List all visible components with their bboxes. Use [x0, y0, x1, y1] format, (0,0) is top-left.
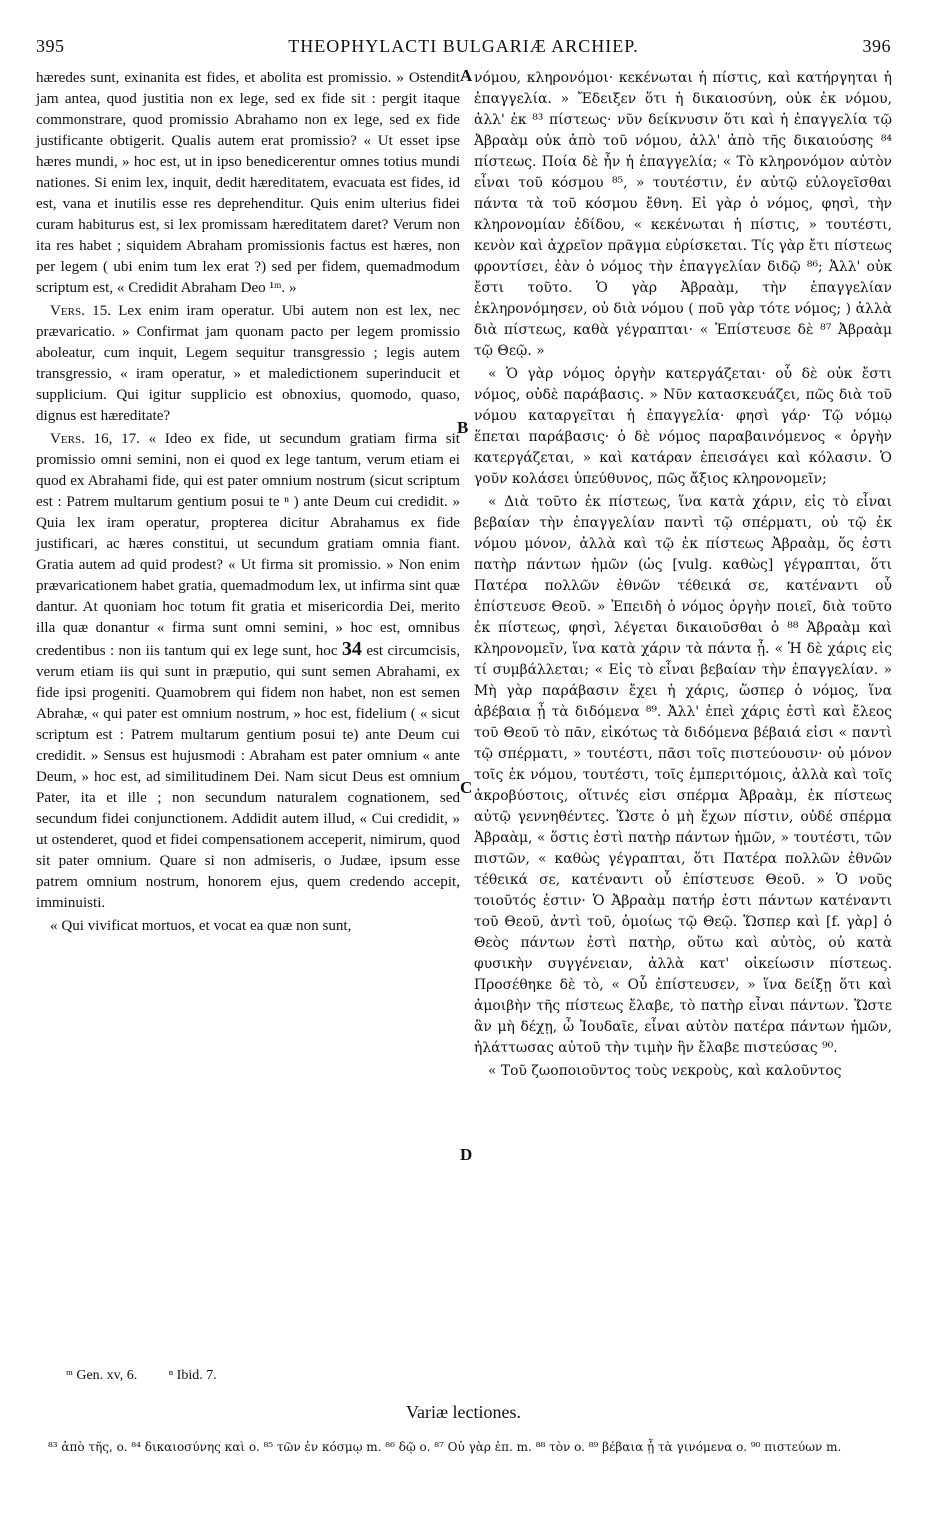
- greek-paragraph-4: « Τοῦ ζωοποιοῦντος τοὺς νεκροὺς, καὶ καλοῦντος: [488, 1063, 842, 1079]
- latin-paragraph-2-text: Lex enim iram operatur. Ubi autem non est lex, nec prævaricatio. » Confirmat jam quonam pacto per legem promissio aboleatur, cum inquit, Legem sequitur transgressio ; legis autem transgressio, « iram operatur, » et maledictionem superinducit et supplicium. Qui igitur supplicio est obnoxius, quomodo, quaso, dignus est hæreditate?: [36, 303, 460, 424]
- verse-label: Vers. 16, 17.: [50, 431, 140, 447]
- margin-letter-d: D: [460, 1145, 473, 1164]
- margin-letter-b: B: [457, 418, 469, 437]
- verse-label: Vers. 15.: [50, 303, 111, 319]
- running-header: [36, 36, 891, 60]
- greek-paragraph-3: « Διὰ τοῦτο ἐκ πίστεως, ἵνα κατὰ χάριν, εἰς τὸ εἶναι βεβαίαν τὴν ἐπαγγελίαν παντὶ τῷ σπέρματι, οὐ τῷ ἐκ νόμου μόνον, ἀλλὰ καὶ τῷ ἐκ πίστεως Ἀβραὰμ, ὅς ἐστι πατὴρ πάντων ἡμῶν (ὡς [vulg. καθὼς] γέγραπται, ὅτι Πατέρα πολλῶν ἐθνῶν τέθεικά σε, κατέναντι οὗ ἐπίστευσε Θεοῦ. » Ἐπειδὴ ὁ νόμος ὀργὴν ποιεῖ, διὰ τοῦτο ἐκ πίστεως, φησὶ, λέγεται δικαιοῦσθαι ὁ ⁸⁸ Ἀβραὰμ καὶ κληρονομεῖν, ἵνα κατὰ χάριν τὰ πάντα ᾖ. « Ἡ δὲ χάρις εἰς τί συμβάλλεται; « Εἰς τὸ εἶναι βεβαίαν τὴν ἐπαγγελίαν. » Μὴ γὰρ παράβασιν ἔχει ἡ χάρις, ὥσπερ ὁ νόμος, ἵνα ἀβέβαια ᾖ τὰ διδόμενα ⁸⁹. Ἀλλ' ἐπεὶ χάρις ἐστὶ καὶ ἔλεος τοῦ Θεοῦ τὸ πᾶν, εἰκότως τὰ διδόμενα βέβαιά εἰσι « παντὶ τῷ σπέρματι, » τουτέστι, πᾶσι τοῖς πιστεύουσιν· οὐ μόνον τοῖς ἐκ νόμου, τουτέστι, τοῖς ἐμπεριτόμοις, ἀλλὰ καὶ τοῖς ἀκροβύστοις, οἵτινές εἰσι σπέρμα Ἀβραὰμ, ἐκ πίστεως αὐτῷ γεννηθέντες. Ὥστε ὁ μὴ ἔχων πίστιν, οὐδέ σπέρμα Ἀβραὰμ, « ὅστις ἐστὶ πατὴρ πάντων ἡμῶν, » τουτέστι, τῶν πιστῶν, « καθὼς γέγραπται, ὅτι Πατέρα πολλῶν ἐθνῶν τέθεικά σε, κατέναντι οὗ ἐπίστευσε Θεοῦ. » Ὁ νοῦς τοιοῦτός ἐστιν· Ὁ Ἀβραὰμ πατήρ ἐστι πάντων κατέναντι τοῦ Θεοῦ, ἀντὶ τοῦ, ὁμοίως τῷ Θεῷ. Ὥσπερ καὶ [f. γὰρ] ὁ Θεὸς πάντων ἐστὶ πατὴρ, οὕτω καὶ αὐτὸς, οὐ κατὰ φυσικὴν συγγένειαν, ἀλλὰ κατ' οἰκείωσιν πίστεως. Προσέθηκε δὲ τὸ, « Οὗ ἐπίστευσεν, » ἵνα δείξῃ ὅτι καὶ ἀμοιβὴν τῆς πίστεως ἔλαβε, τὸ πατὴρ εἶναι πάντων. Ὥστε ἂν μὴ δέχῃ, ὦ Ἰουδαῖε, εἶναι αὐτὸν πατέρα πάντων ἡμῶν, ἠλάττωσας αὐτοῦ τὴν τιμὴν ἣν ἔλαβε πιστεύσας ⁹⁰.: [474, 494, 892, 1056]
- column-marker: 34: [341, 638, 362, 660]
- variae-heading: Variæ lectiones.: [406, 1402, 521, 1422]
- footnotes: [66, 1368, 245, 1384]
- latin-paragraph-3-text-b: est circumcisis, verum etiam iis qui sunt in præputio, qui sunt semen Abrahami, ex fide ipsi progeniti. Quamobrem qui fidem non habet, non est semen Abrahæ, « qui pater est omnium nostrum, » hoc est, fidelium ( « sicut scriptum est : Patrem multarum gentium posui te) ante Deum cui credidit. » Sensus est hujusmodi : Abraham est pater omnium « ante Deum, » hoc est, ad similitudinem Dei. Nam sicut Deus est omnium Pater, ita et ille ; non secundum naturalem cognationem, sed secundum fidei conjunctionem. Addidit autem illud, « Cui credidit, » ut ostenderet, quod et fidei compensationem acceperit, nimirum, quod sit pater omnium. Quare si non admiseris, o Judæe, ipsum esse patrem omnium nostrum, honorem ejus, quem credendo accepit, imminuisti.: [36, 643, 460, 911]
- latin-column: [36, 68, 460, 937]
- page-number-right: 396: [862, 36, 891, 56]
- greek-column: [474, 68, 892, 1082]
- latin-paragraph-3: [36, 429, 460, 914]
- running-title: THEOPHYLACTI BULGARIÆ ARCHIEP.: [288, 36, 639, 56]
- margin-letter-a: A: [460, 66, 473, 85]
- margin-letter-c: C: [460, 778, 473, 797]
- latin-paragraph-2: [36, 301, 460, 427]
- footnote: ᵐ Gen. xv, 6.: [66, 1368, 138, 1383]
- greek-paragraph-2: « Ὁ γὰρ νόμος ὀργὴν κατεργάζεται· οὗ δὲ οὐκ ἔστι νόμος, οὐδὲ παράβασις. » Νῦν κατασκευάζει, πῶς διὰ τοῦ νόμου καταργεῖται ἡ ἐπαγγελία· φησὶ γάρ· Τῷ νόμῳ ἕπεται παράβασις· ὁ δὲ νόμος παραβαινόμενος « ὀργὴν κατεργάζεται, » καὶ κατάραν ἐπεισάγει καὶ κόλασιν. Ὁ γοῦν κολάσει ὑπεύθυνος, πῶς ἄξιος κληρονομεῖν;: [474, 366, 892, 487]
- variae-notes: ⁸³ ἀπὸ τῆς, o. ⁸⁴ δικαιοσύνης καὶ o. ⁸⁵ τῶν ἐν κόσμῳ m. ⁸⁶ δῷ o. ⁸⁷ Οὐ γὰρ ἐπ. m. ⁸⁸ τὸν o. ⁸⁹ βέβαια ᾖ τὰ γινόμενα o. ⁹⁰ πιστεύων m.: [48, 1440, 842, 1454]
- latin-paragraph-3-text-a: « Ideo ex fide, ut secundum gratiam firma sit promissio omni semini, non ei quod ex lege tantum, verum etiam ei quod ex Abrahami fide, qui est pater omnium nostrum (sicut scriptum est : Patrem multarum gentium posui te ⁿ ) ante Deum cui credidit. » Quia lex iram operatur, propterea dicitur Abrahamus ex fide justificari, ac hæres constitui, ut secundum gratiam omnia fiant. Gratia autem ad quid prodest? « Ut firma sit promissio. » Non enim prævaricationem habet gratia, quemadmodum lex, ut infirma sint quæ dantur. At quoniam hoc totum fit gratia et misericordia Dei, merito illa quæ donantur « firma sunt omni semini, » hoc est, omnibus credentibus : non iis tantum qui ex lege sunt, hoc: [36, 431, 460, 659]
- greek-paragraph-1: νόμου, κληρονόμοι· κεκένωται ἡ πίστις, καὶ κατήργηται ἡ ἐπαγγελία. » Ἔδειξεν ὅτι ἡ δικαιοσύνη, οὐκ ἐκ νόμου, ἀλλ' ἐκ ⁸³ πίστεως· νῦν δείκνυσιν ὅτι καὶ ἡ ἐπαγγελία τῷ Ἀβραὰμ οὐκ ἀπὸ τοῦ νόμου, ἀλλ' ἀπὸ τῆς δικαιούσης ⁸⁴ πίστεως. Ποία δὲ ἦν ἡ ἐπαγγελία; « Τὸ κληρονόμον αὐτὸν εἶναι τοῦ κόσμου ⁸⁵, » τουτέστιν, ἐν αὐτῷ εὐλογεῖσθαι πάντα τὰ τοῦ κόσμου ἔθνη. Εἰ γὰρ ὁ νόμος, φησὶ, τὴν κληρονομίαν ἐδίδου, « κεκένωται ἡ πίστις, » τουτέστι, κενὸν καὶ ἀχρεῖον πρᾶγμα εὑρίσκεται. Τίς γὰρ ἔτι πίστεως φροντίσει, ἐὰν ὁ νόμος τὴν ἐπαγγελίαν διδῷ ⁸⁶; Ἀλλ' οὐκ ἔστι τοῦτο. Ὁ γὰρ Ἀβραὰμ, τὴν ἐπαγγελίαν ἐκληρονόμησεν, οὐ διὰ νόμου ( ποῦ γὰρ τότε νόμος; ) ἀλλὰ διὰ πίστεως, καθὰ γέγραπται· « Ἐπίστευσε δὲ ⁸⁷ Ἀβραὰμ τῷ Θεῷ. »: [474, 70, 892, 359]
- latin-paragraph-1: hæredes sunt, exinanita est fides, et abolita est promissio. » Ostendit jam antea, quod justitia non ex lege, sed ex fide sit : pergit itaque commonstrare, quod promissio Abrahamo non ex lege, sed ex fide justificante obtigerit. Qualis autem erat promissio? « Ut esset ipse hæres mundi, » hoc est, ut in ipso benedicerentur omnes totius mundi nationes. Si enim lex, inquit, dedit hæreditatem, evacuata est fides, id est, vana et inutilis esse res deprehenditur. Quis enim ulterius fidei curam habiturus est, si lex promissam hæreditatem daret? Verum non ita res habet ; siquidem Abraham promissionis factus est hæres, non per legem ( ubi enim tum lex erat ?) sed per fidem, quemadmodum scriptum est, « Credidit Abraham Deo ¹ᵐ. »: [36, 70, 460, 296]
- footnote: ⁿ Ibid. 7.: [168, 1368, 217, 1383]
- latin-paragraph-4: « Qui vivificat mortuos, et vocat ea quæ non sunt,: [50, 918, 352, 934]
- page-number-left: 395: [36, 36, 65, 56]
